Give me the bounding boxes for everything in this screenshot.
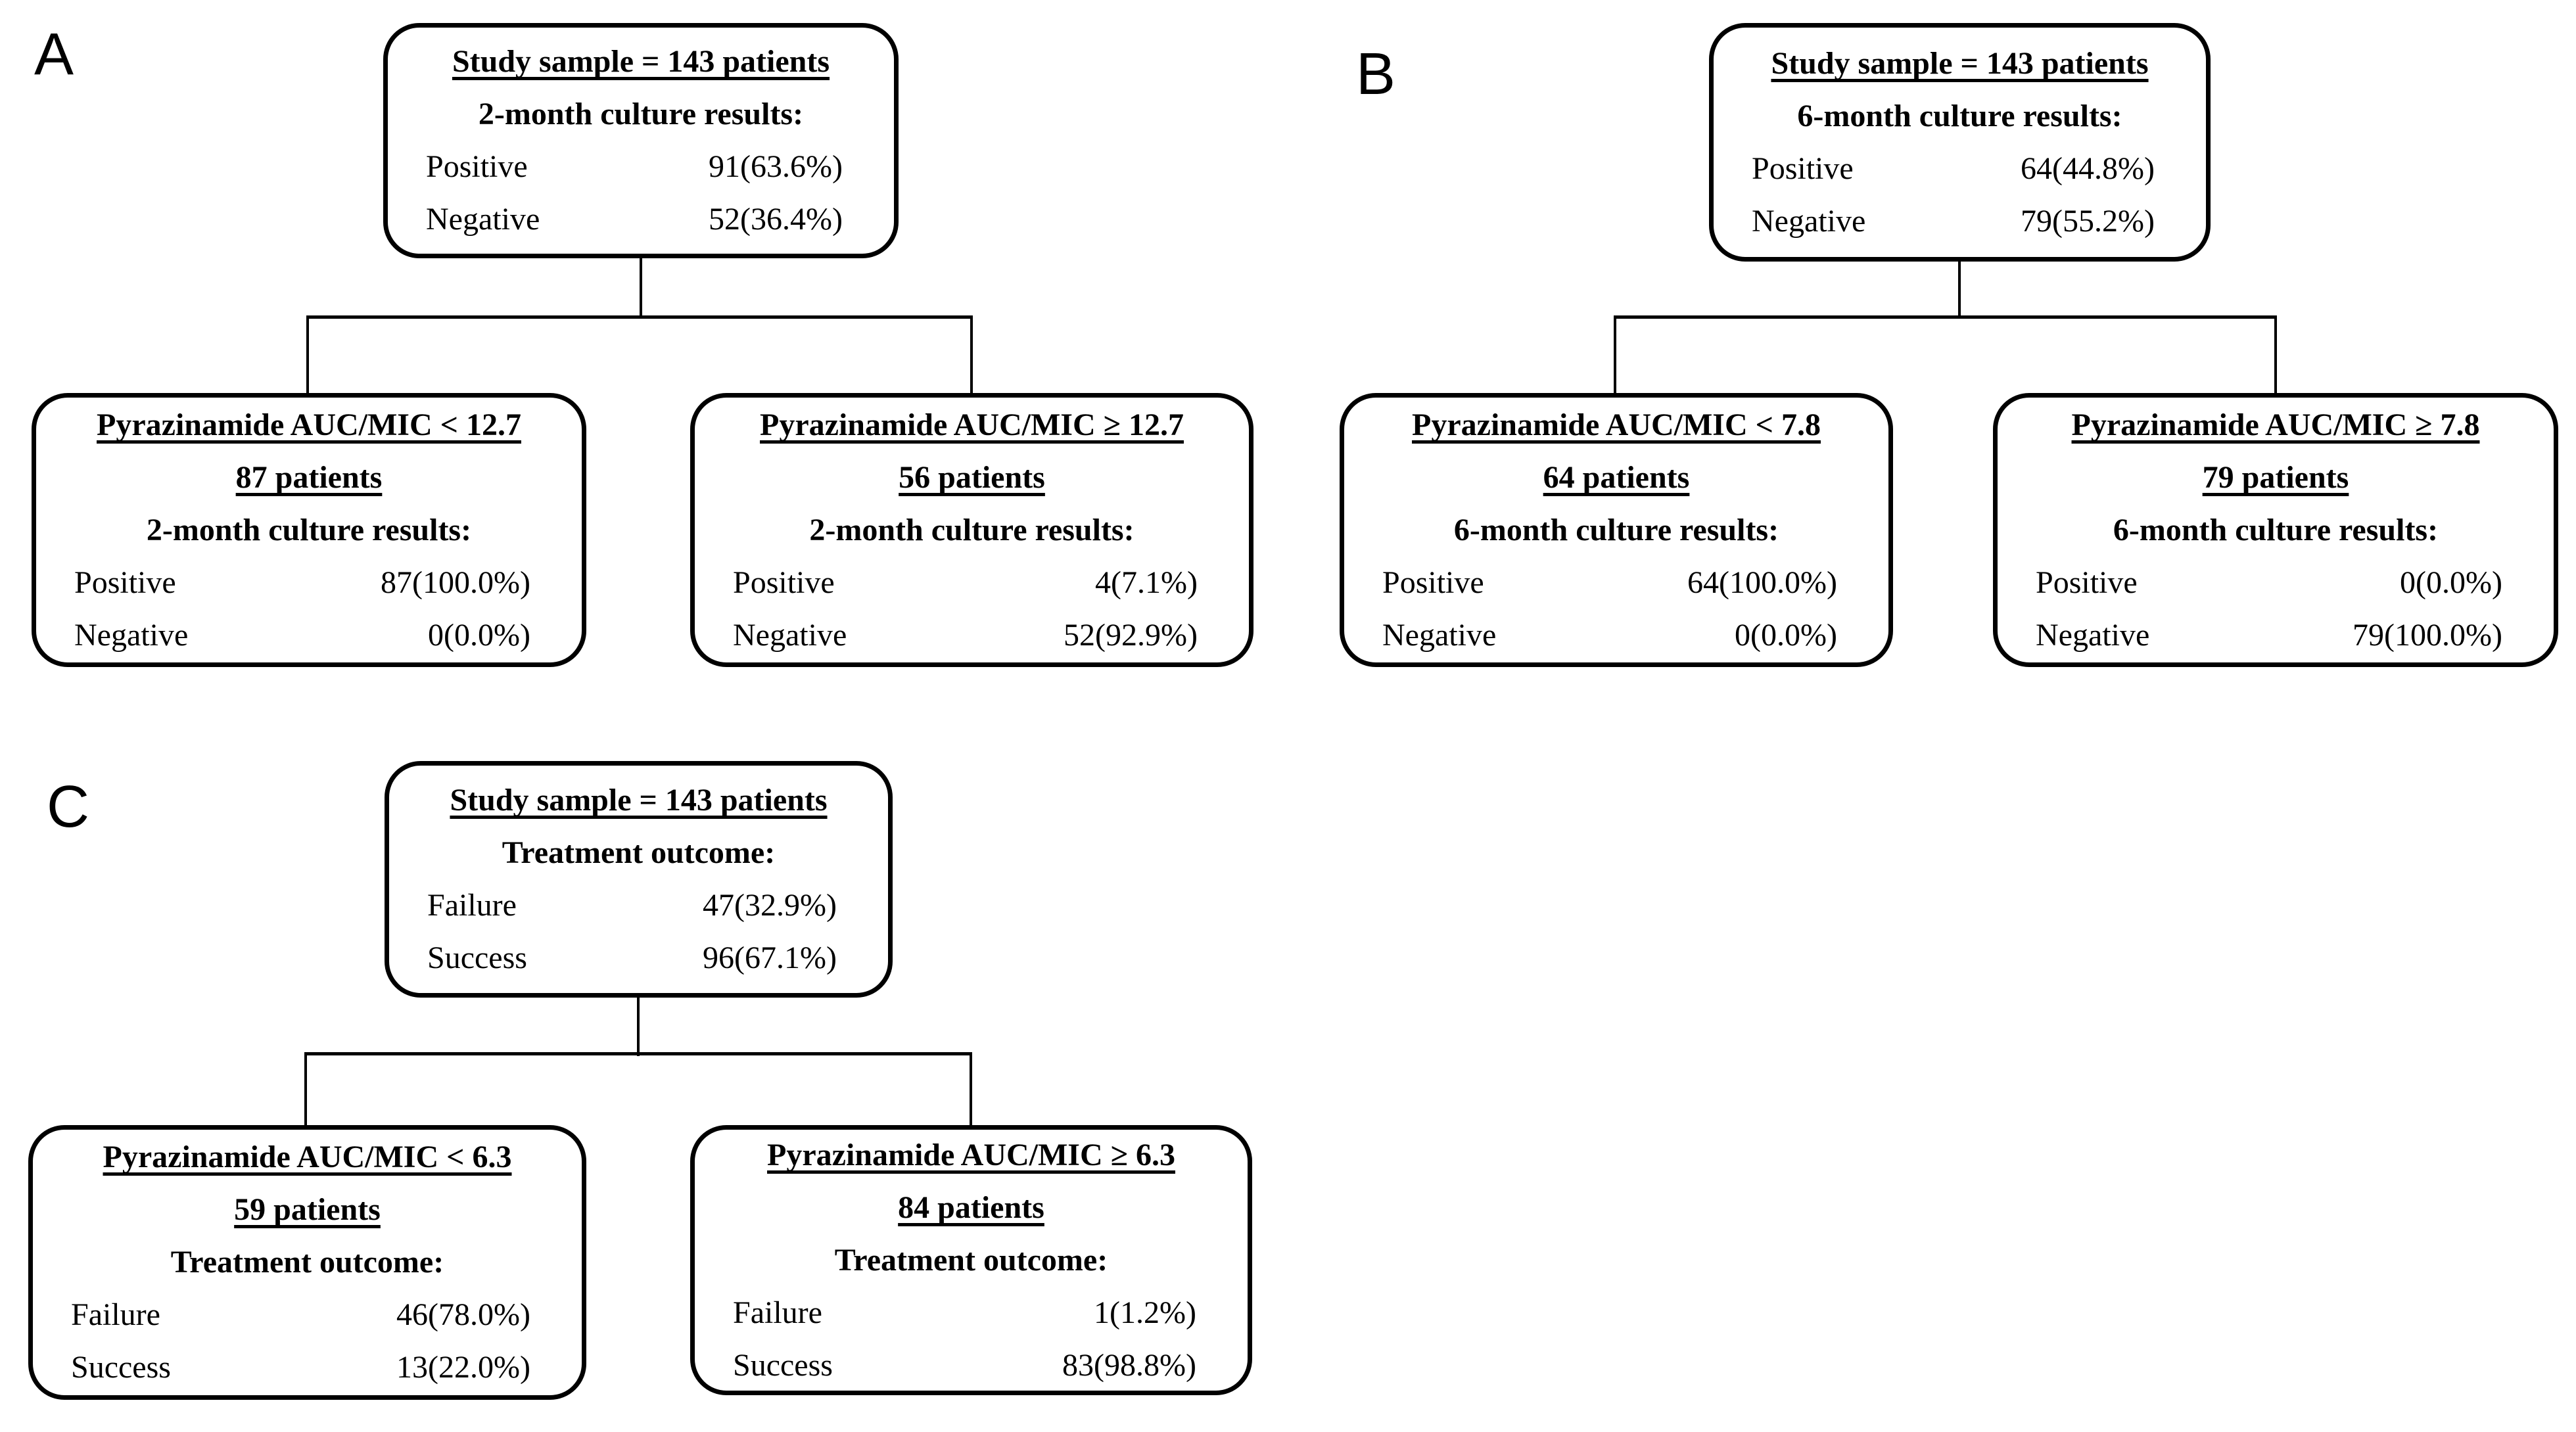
stat-label: Negative	[1752, 203, 1866, 239]
box-title: Pyrazinamide AUC/MIC ≥ 12.7	[760, 407, 1184, 442]
box-title: Pyrazinamide AUC/MIC ≥ 7.8	[2071, 407, 2480, 442]
box-title: Pyrazinamide AUC/MIC < 12.7	[97, 407, 521, 442]
panel-c-root-box	[385, 761, 893, 998]
box-title: Study sample = 143 patients	[450, 783, 828, 818]
panel-a-right-box	[690, 393, 1253, 667]
box-subtitle: 2-month culture results:	[809, 512, 1135, 547]
stat-value: 87(100.0%)	[381, 565, 530, 600]
stat-row	[1344, 557, 1888, 609]
stat-label: Negative	[74, 617, 189, 653]
panel-a-left-box	[32, 393, 586, 667]
connector-drop-right	[970, 1052, 972, 1129]
panel-a-label: A	[34, 22, 74, 87]
connector-crossbar	[1614, 315, 2277, 319]
stat-label: Positive	[1382, 565, 1484, 600]
stat-row	[36, 557, 582, 609]
stat-row	[388, 141, 894, 193]
stat-row	[36, 609, 582, 662]
box-subtitle: 2-month culture results:	[478, 97, 804, 131]
stat-row	[695, 1287, 1248, 1339]
panel-c-left-box	[28, 1125, 586, 1400]
stat-row	[1998, 557, 2554, 609]
stat-label: Positive	[74, 565, 176, 600]
box-subtitle: 6-month culture results:	[1797, 98, 2122, 133]
box-patients: 87 patients	[235, 459, 383, 495]
box-subtitle: Treatment outcome:	[170, 1245, 444, 1280]
stat-value: 46(78.0%)	[396, 1297, 530, 1332]
box-subtitle: 6-month culture results:	[2113, 512, 2439, 547]
stat-row	[389, 879, 888, 932]
stat-row	[33, 1341, 582, 1394]
stat-label: Success	[427, 940, 527, 975]
connector-stem	[640, 256, 642, 318]
stat-label: Negative	[1382, 617, 1497, 653]
stat-label: Negative	[426, 202, 540, 237]
stat-label: Negative	[2036, 617, 2150, 653]
stat-label: Positive	[426, 149, 528, 184]
stat-row	[1344, 609, 1888, 662]
panel-c-right-box	[690, 1125, 1252, 1395]
stat-row	[695, 557, 1249, 609]
panel-b-left-box	[1340, 393, 1893, 667]
stat-value: 79(55.2%)	[2021, 203, 2155, 239]
connector-drop-left	[306, 315, 309, 397]
stat-row	[389, 932, 888, 984]
box-patients: 64 patients	[1543, 459, 1690, 495]
stat-value: 13(22.0%)	[396, 1350, 530, 1385]
stat-value: 1(1.2%)	[1094, 1295, 1196, 1330]
stat-row	[388, 193, 894, 246]
box-subtitle: Treatment outcome:	[502, 835, 776, 870]
box-title: Study sample = 143 patients	[452, 44, 830, 79]
stat-row	[1714, 143, 2206, 195]
panel-a-root-box	[383, 23, 899, 258]
panel-b-right-box	[1993, 393, 2558, 667]
stat-value: 64(44.8%)	[2021, 150, 2155, 186]
stat-value: 4(7.1%)	[1095, 565, 1198, 600]
stat-value: 0(0.0%)	[2400, 565, 2502, 600]
connector-drop-right	[970, 315, 973, 397]
box-title: Study sample = 143 patients	[1771, 45, 2149, 81]
stat-label: Success	[71, 1350, 171, 1385]
box-title: Pyrazinamide AUC/MIC < 6.3	[103, 1140, 512, 1174]
connector-stem	[1958, 259, 1961, 318]
connector-crossbar	[306, 315, 973, 319]
stat-row	[33, 1289, 582, 1341]
stat-label: Success	[733, 1347, 833, 1383]
connector-drop-right	[2274, 315, 2277, 397]
box-patients: 56 patients	[899, 459, 1045, 495]
stat-label: Positive	[733, 565, 835, 600]
stat-value: 96(67.1%)	[703, 940, 837, 975]
connector-drop-left	[304, 1052, 307, 1129]
stat-value: 83(98.8%)	[1062, 1347, 1196, 1383]
stat-value: 91(63.6%)	[709, 149, 843, 184]
box-subtitle: Treatment outcome:	[834, 1242, 1108, 1278]
panel-b-root-box	[1709, 23, 2211, 262]
box-patients: 84 patients	[898, 1189, 1044, 1225]
box-patients: 59 patients	[234, 1192, 381, 1227]
stat-label: Failure	[427, 888, 517, 923]
stat-row	[695, 609, 1249, 662]
stat-label: Negative	[733, 617, 847, 653]
stat-value: 47(32.9%)	[703, 888, 837, 923]
box-patients: 79 patients	[2202, 459, 2349, 495]
box-subtitle: 2-month culture results:	[146, 512, 472, 547]
connector-drop-left	[1614, 315, 1616, 397]
connector-crossbar	[304, 1052, 972, 1055]
stat-label: Positive	[2036, 565, 2138, 600]
box-title: Pyrazinamide AUC/MIC ≥ 6.3	[767, 1137, 1175, 1172]
stat-label: Failure	[71, 1297, 160, 1332]
stat-row	[695, 1339, 1248, 1392]
stat-value: 0(0.0%)	[428, 617, 530, 653]
stat-label: Positive	[1752, 150, 1854, 186]
box-subtitle: 6-month culture results:	[1453, 512, 1779, 547]
panel-b-label: B	[1356, 41, 1396, 107]
connector-stem	[637, 995, 640, 1056]
stat-row	[1998, 609, 2554, 662]
stat-value: 52(92.9%)	[1064, 617, 1198, 653]
stat-row	[1714, 195, 2206, 248]
box-title: Pyrazinamide AUC/MIC < 7.8	[1412, 407, 1821, 442]
stat-value: 52(36.4%)	[709, 202, 843, 237]
stat-value: 64(100.0%)	[1687, 565, 1837, 600]
stat-value: 79(100.0%)	[2353, 617, 2502, 653]
stat-value: 0(0.0%)	[1735, 617, 1837, 653]
stat-label: Failure	[733, 1295, 822, 1330]
panel-c-label: C	[47, 774, 89, 840]
